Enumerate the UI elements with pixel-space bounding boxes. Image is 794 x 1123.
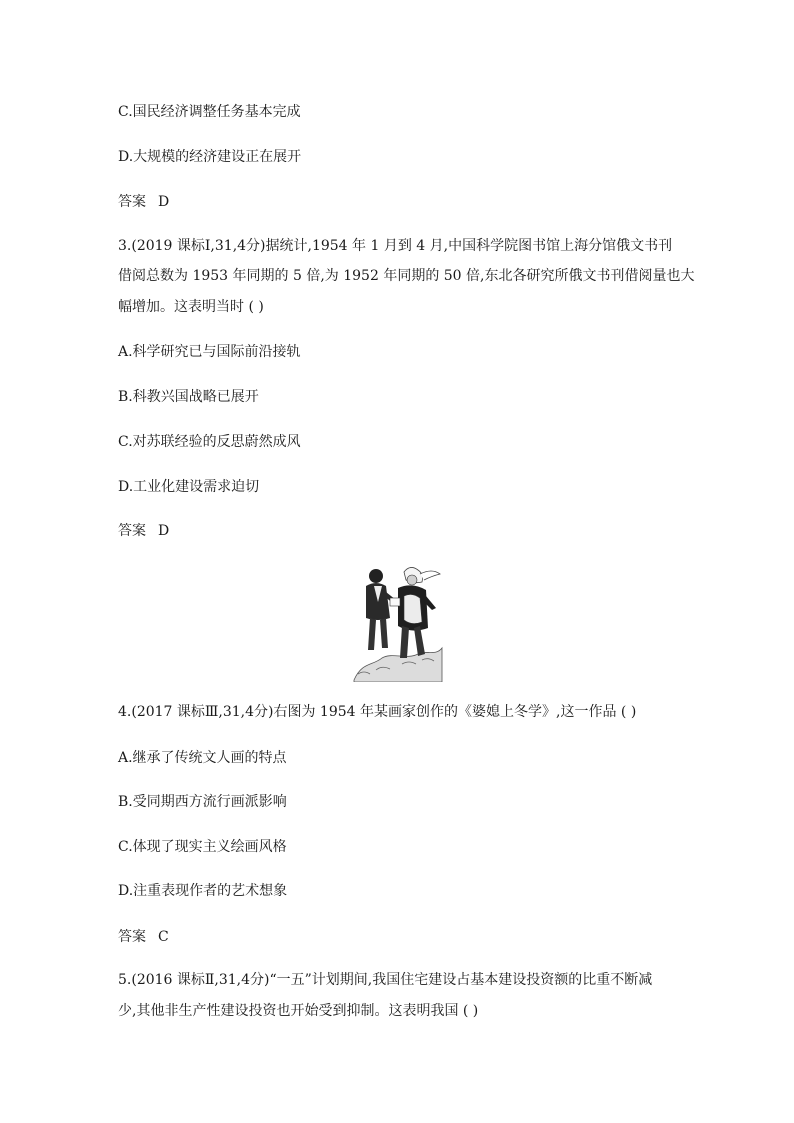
answer-label: 答案	[118, 194, 146, 210]
two-women-walking-icon	[352, 562, 444, 682]
answer-label: 答案	[118, 523, 146, 539]
q3-stem-line-2: 借阅总数为 1953 年同期的 5 倍,为 1952 年同期的 50 倍,东北各研究所俄文书刊借阅量也大	[118, 268, 695, 284]
q2-option-c: C.国民经济调整任务基本完成	[118, 104, 301, 120]
q3-option-a: A.科学研究已与国际前沿接轨	[118, 344, 301, 360]
q3-stem-line-1: 3.(2019 课标Ⅰ,31,4分)据统计,1954 年 1 月到 4 月,中国科学院图书馆上海分馆俄文书刊	[118, 238, 673, 254]
painting-figure	[352, 562, 444, 682]
q3-answer	[118, 520, 684, 542]
answer-value: D	[158, 523, 170, 539]
q4-option-c: C.体现了现实主义绘画风格	[118, 839, 287, 855]
q3-option-d: D.工业化建设需求迫切	[118, 479, 260, 495]
answer-value: D	[158, 194, 170, 210]
q3-stem-line-3: 幅增加。这表明当时 ( )	[118, 299, 264, 315]
q4-option-d: D.注重表现作者的艺术想象	[118, 883, 288, 899]
q5-stem-line-2: 少,其他非生产性建设投资也开始受到抑制。这表明我国 ( )	[118, 1003, 479, 1019]
q2-answer	[118, 191, 684, 213]
q4-option-b: B.受同期西方流行画派影响	[118, 794, 287, 810]
q3-option-c: C.对苏联经验的反思蔚然成风	[118, 434, 301, 450]
q4-option-a: A.继承了传统文人画的特点	[118, 750, 287, 766]
q2-option-d: D.大规模的经济建设正在展开	[118, 149, 302, 165]
answer-value: C	[158, 929, 169, 945]
answer-label: 答案	[118, 929, 146, 945]
q4-stem: 4.(2017 课标Ⅲ,31,4分)右图为 1954 年某画家创作的《婆媳上冬学》,这一作品 ( )	[118, 704, 637, 720]
q5-stem-line-1: 5.(2016 课标Ⅱ,31,4分)“一五”计划期间,我国住宅建设占基本建设投资额的比重不断减	[118, 972, 653, 988]
q3-option-b: B.科教兴国战略已展开	[118, 389, 259, 405]
q4-answer	[118, 926, 684, 948]
